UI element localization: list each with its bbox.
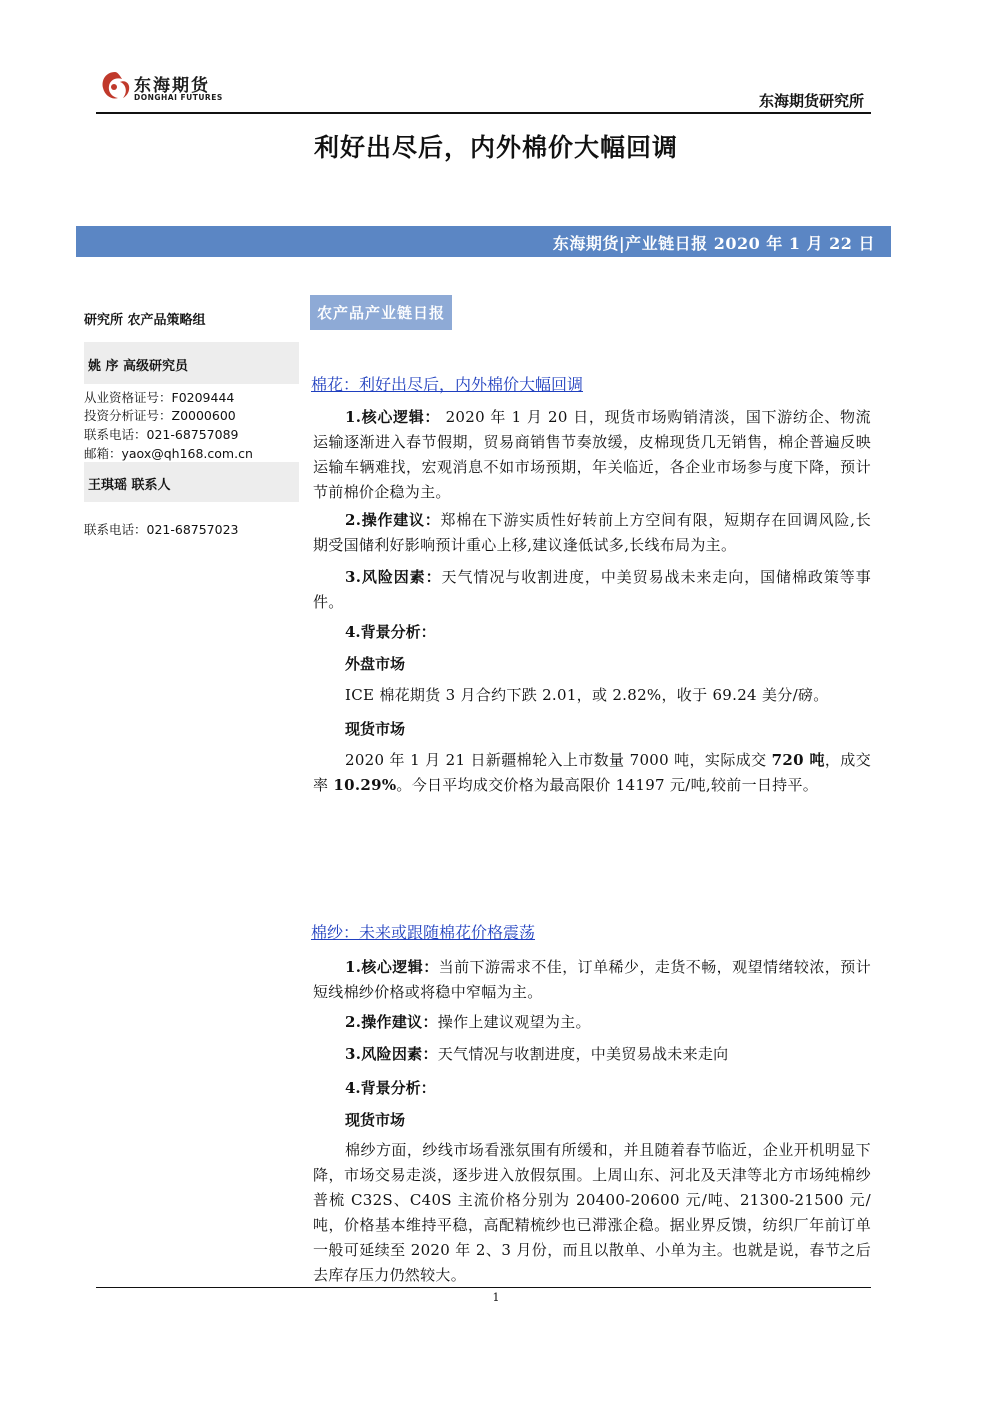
- text: 。今日平均成交价格为最高限价 14197 元/吨,较前一日持平。: [396, 776, 819, 794]
- yarn-spot-market-heading: 现货市场: [345, 1111, 406, 1129]
- contact-name: 王琪瑶 联系人: [88, 478, 171, 493]
- text: 郑棉在下游实质性好转前上方空间有限，短期存在回调风险,长期受国储利好影响预计重心上移,建议逢低试多,长线布局为主。: [313, 511, 871, 554]
- institute-name: 东海期货研究所: [758, 92, 864, 110]
- text: 操作上建议观望为主。: [437, 1013, 591, 1031]
- cotton-suggestion: [313, 508, 871, 558]
- label: 1.核心逻辑：: [345, 958, 439, 976]
- label: 3.风险因素：: [345, 1045, 438, 1063]
- analyst-email: 邮箱：yaox@qh168.com.cn: [84, 446, 253, 461]
- cotton-spot-market-heading: 现货市场: [345, 720, 406, 738]
- cotton-foreign-market-heading: 外盘市场: [345, 655, 406, 673]
- label: 1.核心逻辑：: [345, 408, 441, 426]
- analyst-invest-cert: 投资分析证号：Z0000600: [84, 408, 236, 423]
- text: 2020 年 1 月 21 日新疆棉轮入上市数量 7000 吨，实际成交: [345, 751, 772, 769]
- deal-volume: 720 吨: [771, 751, 825, 769]
- date-banner: [76, 226, 891, 257]
- logo-english-name: DONGHAI FUTURES: [134, 93, 223, 102]
- yarn-core-logic: [313, 955, 871, 1005]
- report-title: 利好出尽后，内外棉价大幅回调: [313, 133, 678, 162]
- contact-box: [84, 462, 299, 502]
- analyst-box: [84, 342, 299, 384]
- yarn-suggestion: [313, 1010, 871, 1035]
- logo-chinese-name: 东海期货: [134, 76, 210, 96]
- label: 2.操作建议：: [345, 511, 441, 529]
- yarn-risk: [313, 1042, 871, 1067]
- text: ，成交率: [313, 751, 871, 794]
- analyst-cert: 从业资格证号：F0209444: [84, 390, 235, 405]
- research-group: 研究所 农产品策略组: [84, 313, 206, 328]
- yarn-spot-text: 棉纱方面，纱线市场看涨氛围有所缓和，并且随着春节临近，企业开机明显下降，市场交易走淡，逐步进入放假氛围。上周山东、河北及天津等北方市场纯棉纱普梳 C32S、C40S 主流价格分别为 20400-20600 元/吨、21300-21500 元/吨，价格基本维持平稳，高配精梳纱也已滞涨企稳。据业界反馈，纺织厂年前订单一般可延续至 2020 年 2、3 月份，而且以散单、小单为主。也就是说，春节之后去库存压力仍然较大。: [313, 1141, 871, 1284]
- label: 2.操作建议：: [345, 1013, 438, 1031]
- cotton-background-label: 4.背景分析：: [345, 623, 436, 641]
- yarn-background-label: 4.背景分析：: [345, 1079, 436, 1097]
- label: 3.风险因素：: [345, 568, 442, 586]
- analyst-phone: 联系电话：021-68757089: [84, 427, 239, 442]
- banner-text: 东海期货|产业链日报 2020 年 1 月 22 日: [552, 234, 875, 253]
- text: 2020 年 1 月 20 日，现货市场购销清淡，国下游纺企、物流运输逐渐进入春节假期，贸易商销售节奏放缓，皮棉现货几无销售，棉企普遍反映运输车辆难找，宏观消息不如市场预期，年关临近，各企业市场参与度下降，预计节前棉价企稳为主。: [313, 408, 871, 501]
- text: 天气情况与收割进度，中美贸易战未来走向，国储棉政策等事件。: [313, 568, 872, 611]
- deal-rate: 10.29%: [333, 776, 397, 794]
- contact-phone: 联系电话：021-68757023: [84, 522, 239, 537]
- text: 天气情况与收割进度，中美贸易战未来走向: [437, 1045, 729, 1063]
- header-rule: [96, 112, 871, 114]
- text: 当前下游需求不佳，订单稀少，走货不畅，观望情绪较浓，预计短线棉纱价格或将稳中窄幅为主。: [313, 958, 871, 1001]
- analyst-name: 姚 序 高级研究员: [88, 359, 189, 374]
- footer-rule: [96, 1287, 871, 1288]
- cotton-ice-text: ICE 棉花期货 3 月合约下跌 2.01，或 2.82%，收于 69.24 美分/磅。: [345, 686, 829, 704]
- logo-mark-icon: [98, 68, 132, 106]
- section-cotton-heading[interactable]: 棉花：利好出尽后，内外棉价大幅回调: [311, 375, 584, 394]
- section-yarn-heading[interactable]: 棉纱：未来或跟随棉花价格震荡: [311, 923, 536, 942]
- cotton-spot-text: [313, 748, 871, 798]
- cotton-risk: [313, 565, 871, 615]
- page-number: 1: [492, 1291, 500, 1304]
- cotton-core-logic: [313, 405, 871, 505]
- category-tag: 农产品产业链日报: [310, 295, 452, 330]
- company-logo: [98, 68, 298, 108]
